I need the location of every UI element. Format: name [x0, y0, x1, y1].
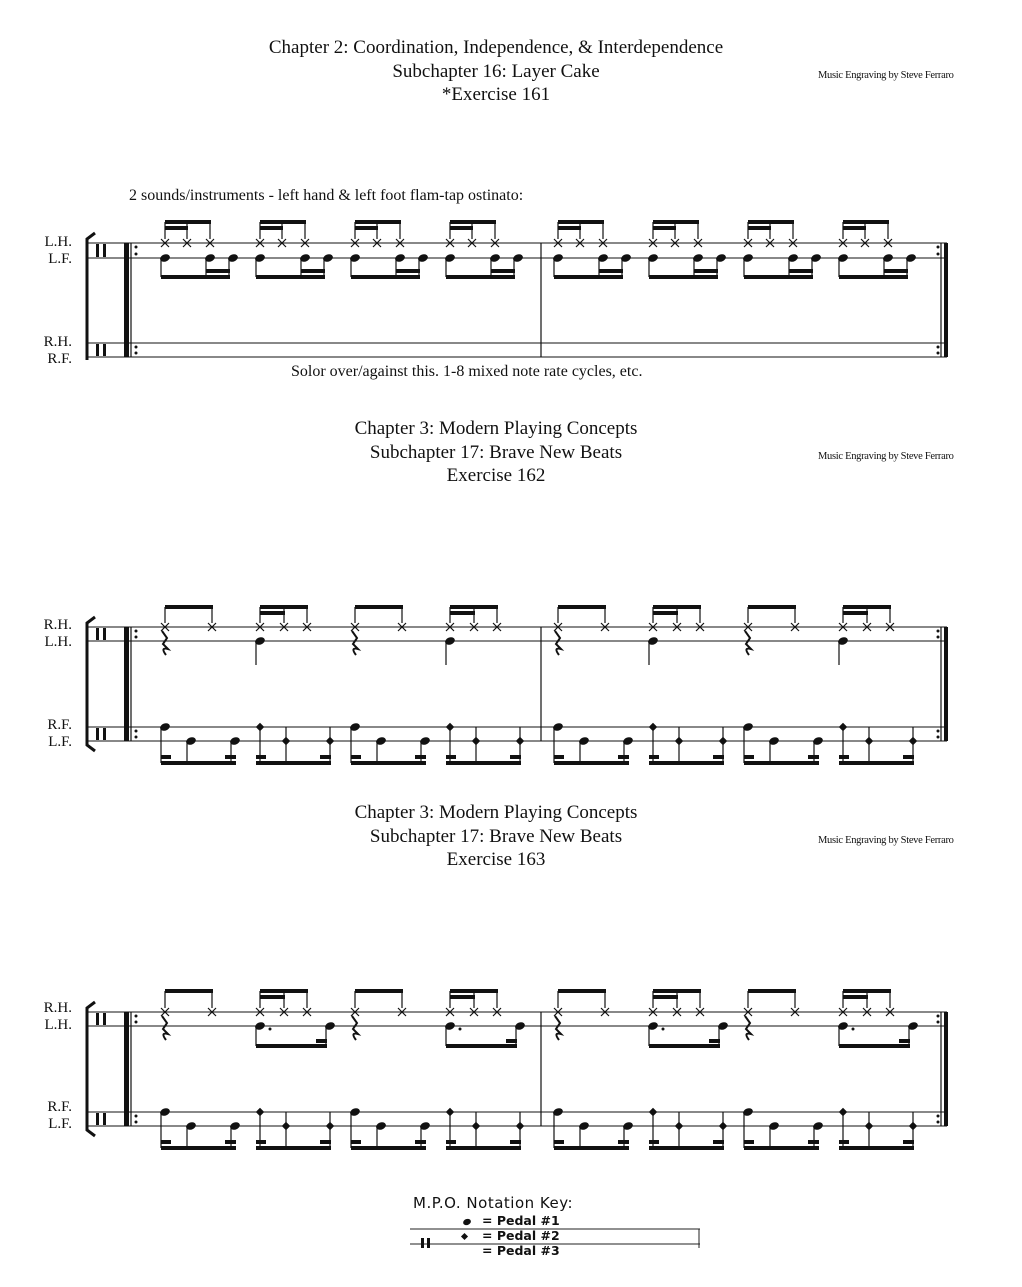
quarter-rest-icon: [745, 631, 751, 655]
key-item: = Pedal #1: [482, 1213, 560, 1228]
repeat-dot: [937, 636, 940, 639]
quarter-rest-icon: [162, 631, 168, 655]
percussion-clef-icon: [96, 628, 99, 640]
percussion-clef-icon: [103, 344, 106, 356]
key-item: = Pedal #2: [482, 1228, 560, 1243]
sixteenth-beam: [808, 1140, 819, 1144]
beam: [554, 1146, 629, 1150]
quarter-rest-icon: [555, 631, 561, 655]
sixteenth-beam: [744, 755, 754, 759]
sixteenth-beam: [649, 1140, 659, 1144]
repeat-dot: [135, 1021, 138, 1024]
beam: [355, 989, 403, 993]
beam: [554, 275, 623, 279]
repeat-dot: [135, 630, 138, 633]
sixteenth-beam: [355, 226, 378, 230]
sixteenth-beam: [599, 269, 623, 273]
chapter-title: Chapter 3: Modern Playing Concepts: [354, 802, 638, 823]
sixteenth-beam: [225, 755, 236, 759]
beam: [649, 1146, 724, 1150]
sixteenth-beam: [843, 611, 868, 615]
repeat-dot: [135, 636, 138, 639]
beam: [351, 1146, 426, 1150]
sixteenth-beam: [899, 1039, 910, 1043]
sixteenth-beam: [260, 611, 285, 615]
beam: [653, 220, 699, 224]
beam: [843, 989, 891, 993]
sixteenth-beam: [351, 1140, 361, 1144]
sixteenth-beam: [351, 755, 361, 759]
sixteenth-beam: [903, 1140, 914, 1144]
instruction-text: 2 sounds/instruments - left hand & left foot flam-tap ostinato:: [129, 187, 524, 204]
beam: [450, 220, 496, 224]
augmentation-dot: [459, 1028, 462, 1031]
repeat-dot: [937, 736, 940, 739]
sixteenth-beam: [618, 755, 629, 759]
sixteenth-beam: [161, 1140, 171, 1144]
beam: [554, 761, 629, 765]
quarter-rest-icon: [162, 1016, 168, 1040]
beam: [446, 761, 521, 765]
sixteenth-beam: [316, 1039, 327, 1043]
beam: [649, 1044, 720, 1048]
beam: [351, 761, 426, 765]
beam: [839, 275, 908, 279]
beam: [653, 605, 701, 609]
percussion-clef-icon: [96, 1013, 99, 1025]
beam: [165, 989, 213, 993]
beam: [839, 1044, 910, 1048]
sixteenth-beam: [206, 269, 230, 273]
beam: [450, 605, 498, 609]
system-bracket: [87, 233, 95, 360]
repeat-dot: [937, 1115, 940, 1118]
sixteenth-beam: [450, 226, 473, 230]
repeat-dot: [135, 346, 138, 349]
sixteenth-beam: [839, 1140, 849, 1144]
percussion-clef-icon: [96, 344, 99, 356]
repeat-dot: [937, 730, 940, 733]
quarter-rest-icon: [352, 631, 358, 655]
chapter-title: Chapter 2: Coordination, Independence, & Interdependence: [268, 37, 724, 58]
beam: [558, 605, 606, 609]
sixteenth-beam: [653, 226, 676, 230]
sixteenth-beam: [744, 1140, 754, 1144]
sixteenth-beam: [415, 755, 426, 759]
sixteenth-beam: [884, 269, 908, 273]
start-repeat-barline: [124, 1012, 129, 1126]
end-repeat-barline: [944, 627, 948, 741]
beam: [161, 1146, 236, 1150]
sixteenth-beam: [510, 1140, 521, 1144]
exercise-title: Exercise 162: [446, 465, 546, 486]
key-item: = Pedal #3: [482, 1243, 560, 1258]
start-repeat-barline: [124, 243, 129, 357]
beam: [256, 1146, 331, 1150]
beam: [843, 605, 891, 609]
sixteenth-beam: [903, 755, 914, 759]
repeat-dot: [135, 352, 138, 355]
sixteenth-beam: [713, 755, 724, 759]
sixteenth-beam: [506, 1039, 517, 1043]
lower-staff-label: R.H. R.F.: [43, 334, 72, 367]
sixteenth-beam: [396, 269, 420, 273]
beam: [839, 761, 914, 765]
repeat-dot: [937, 346, 940, 349]
beam: [839, 1146, 914, 1150]
sixteenth-beam: [748, 226, 771, 230]
percussion-clef-icon: [103, 1013, 106, 1025]
repeat-dot: [135, 730, 138, 733]
augmentation-dot: [662, 1028, 665, 1031]
beam: [843, 220, 889, 224]
repeat-dot: [937, 1021, 940, 1024]
engraving-credit: Music Engraving by Steve Ferraro: [818, 451, 954, 462]
repeat-dot: [135, 736, 138, 739]
beam: [446, 275, 515, 279]
subchapter-title: Subchapter 17: Brave New Beats: [369, 825, 623, 847]
repeat-dot: [937, 253, 940, 256]
repeat-dot: [937, 630, 940, 633]
sixteenth-beam: [446, 1140, 456, 1144]
repeat-dot: [937, 1121, 940, 1124]
repeat-dot: [135, 246, 138, 249]
beam: [450, 989, 498, 993]
notation-key-title: M.P.O. Notation Key:: [413, 1194, 574, 1212]
sixteenth-beam: [554, 1140, 564, 1144]
exercise-title: *Exercise 161: [441, 84, 551, 105]
sixteenth-beam: [320, 1140, 331, 1144]
percussion-clef-icon: [103, 1113, 106, 1125]
sixteenth-beam: [694, 269, 718, 273]
beam: [748, 989, 796, 993]
sixteenth-beam: [446, 755, 456, 759]
sixteenth-beam: [558, 226, 581, 230]
start-repeat-barline: [124, 627, 129, 741]
pedal-2-diamond-icon: [461, 1233, 468, 1240]
percussion-clef-icon: [103, 728, 106, 740]
footer-text: Solor over/against this. 1-8 mixed note rate cycles, etc.: [291, 363, 643, 380]
sixteenth-beam: [618, 1140, 629, 1144]
sixteenth-beam: [260, 226, 283, 230]
percussion-clef-icon: [96, 244, 99, 257]
sixteenth-beam: [653, 995, 678, 999]
exercise-title: Exercise 163: [446, 849, 546, 870]
lower-staff-label: R.F. L.F.: [47, 1099, 72, 1132]
upper-staff-label: L.H. L.F.: [44, 234, 72, 267]
sixteenth-beam: [450, 995, 475, 999]
sixteenth-beam: [808, 755, 819, 759]
beam: [744, 1146, 819, 1150]
beam: [256, 275, 325, 279]
beam: [161, 761, 236, 765]
exercise-162-staff: [0, 584, 1022, 784]
chapter-title: Chapter 3: Modern Playing Concepts: [354, 418, 638, 439]
repeat-dot: [135, 253, 138, 256]
beam: [748, 220, 794, 224]
beam: [165, 605, 213, 609]
beam: [161, 275, 230, 279]
sixteenth-beam: [165, 226, 188, 230]
percussion-clef-icon: [103, 628, 106, 640]
sixteenth-beam: [260, 995, 285, 999]
repeat-dot: [937, 1015, 940, 1018]
sixteenth-beam: [161, 755, 171, 759]
beam: [653, 989, 701, 993]
beam: [558, 989, 606, 993]
upper-staff-label: R.H. L.H.: [43, 1000, 72, 1033]
sixteenth-beam: [554, 755, 564, 759]
beam: [744, 761, 819, 765]
repeat-dot: [937, 352, 940, 355]
beam: [260, 989, 308, 993]
sixteenth-beam: [510, 755, 521, 759]
repeat-dot: [135, 1015, 138, 1018]
sixteenth-beam: [789, 269, 813, 273]
subchapter-title: Subchapter 17: Brave New Beats: [369, 441, 623, 463]
beam: [744, 275, 813, 279]
pedal-1-notehead-icon: [462, 1218, 472, 1226]
sixteenth-beam: [839, 755, 849, 759]
end-repeat-barline: [944, 243, 948, 357]
beam: [256, 1044, 327, 1048]
sixteenth-beam: [450, 611, 475, 615]
lower-staff-label: R.F. L.F.: [47, 717, 72, 750]
sixteenth-beam: [653, 611, 678, 615]
percussion-clef-icon: [96, 1113, 99, 1125]
engraving-credit: Music Engraving by Steve Ferraro: [818, 70, 954, 81]
sixteenth-beam: [415, 1140, 426, 1144]
end-repeat-barline: [944, 1012, 948, 1126]
sixteenth-beam: [843, 226, 866, 230]
percussion-clef-icon: [103, 244, 106, 257]
percussion-clef-icon: [96, 728, 99, 740]
upper-staff-label: R.H. L.H.: [43, 617, 72, 650]
repeat-dot: [135, 1121, 138, 1124]
sixteenth-beam: [649, 755, 659, 759]
beam: [649, 761, 724, 765]
repeat-dot: [937, 246, 940, 249]
beam: [649, 275, 718, 279]
sixteenth-beam: [491, 269, 515, 273]
beam: [256, 761, 331, 765]
system-bracket: [87, 1002, 95, 1136]
quarter-rest-icon: [555, 1016, 561, 1040]
sixteenth-beam: [301, 269, 325, 273]
beam: [446, 1044, 517, 1048]
sixteenth-beam: [256, 1140, 266, 1144]
beam: [260, 605, 308, 609]
exercise-161-staff: [0, 200, 1022, 360]
exercise-163-staff: [0, 968, 1022, 1168]
sixteenth-beam: [709, 1039, 720, 1043]
beam: [748, 605, 796, 609]
beam: [351, 275, 420, 279]
sixteenth-beam: [320, 755, 331, 759]
beam: [558, 220, 604, 224]
sixteenth-beam: [225, 1140, 236, 1144]
quarter-rest-icon: [745, 1016, 751, 1040]
subchapter-title: Subchapter 16: Layer Cake: [392, 60, 600, 82]
augmentation-dot: [269, 1028, 272, 1031]
beam: [260, 220, 306, 224]
augmentation-dot: [852, 1028, 855, 1031]
beam: [446, 1146, 521, 1150]
sixteenth-beam: [843, 995, 868, 999]
quarter-rest-icon: [352, 1016, 358, 1040]
sixteenth-beam: [256, 755, 266, 759]
beam: [355, 220, 401, 224]
beam: [165, 220, 211, 224]
repeat-dot: [135, 1115, 138, 1118]
beam: [355, 605, 403, 609]
engraving-credit: Music Engraving by Steve Ferraro: [818, 835, 954, 846]
sixteenth-beam: [713, 1140, 724, 1144]
system-bracket: [87, 617, 95, 751]
